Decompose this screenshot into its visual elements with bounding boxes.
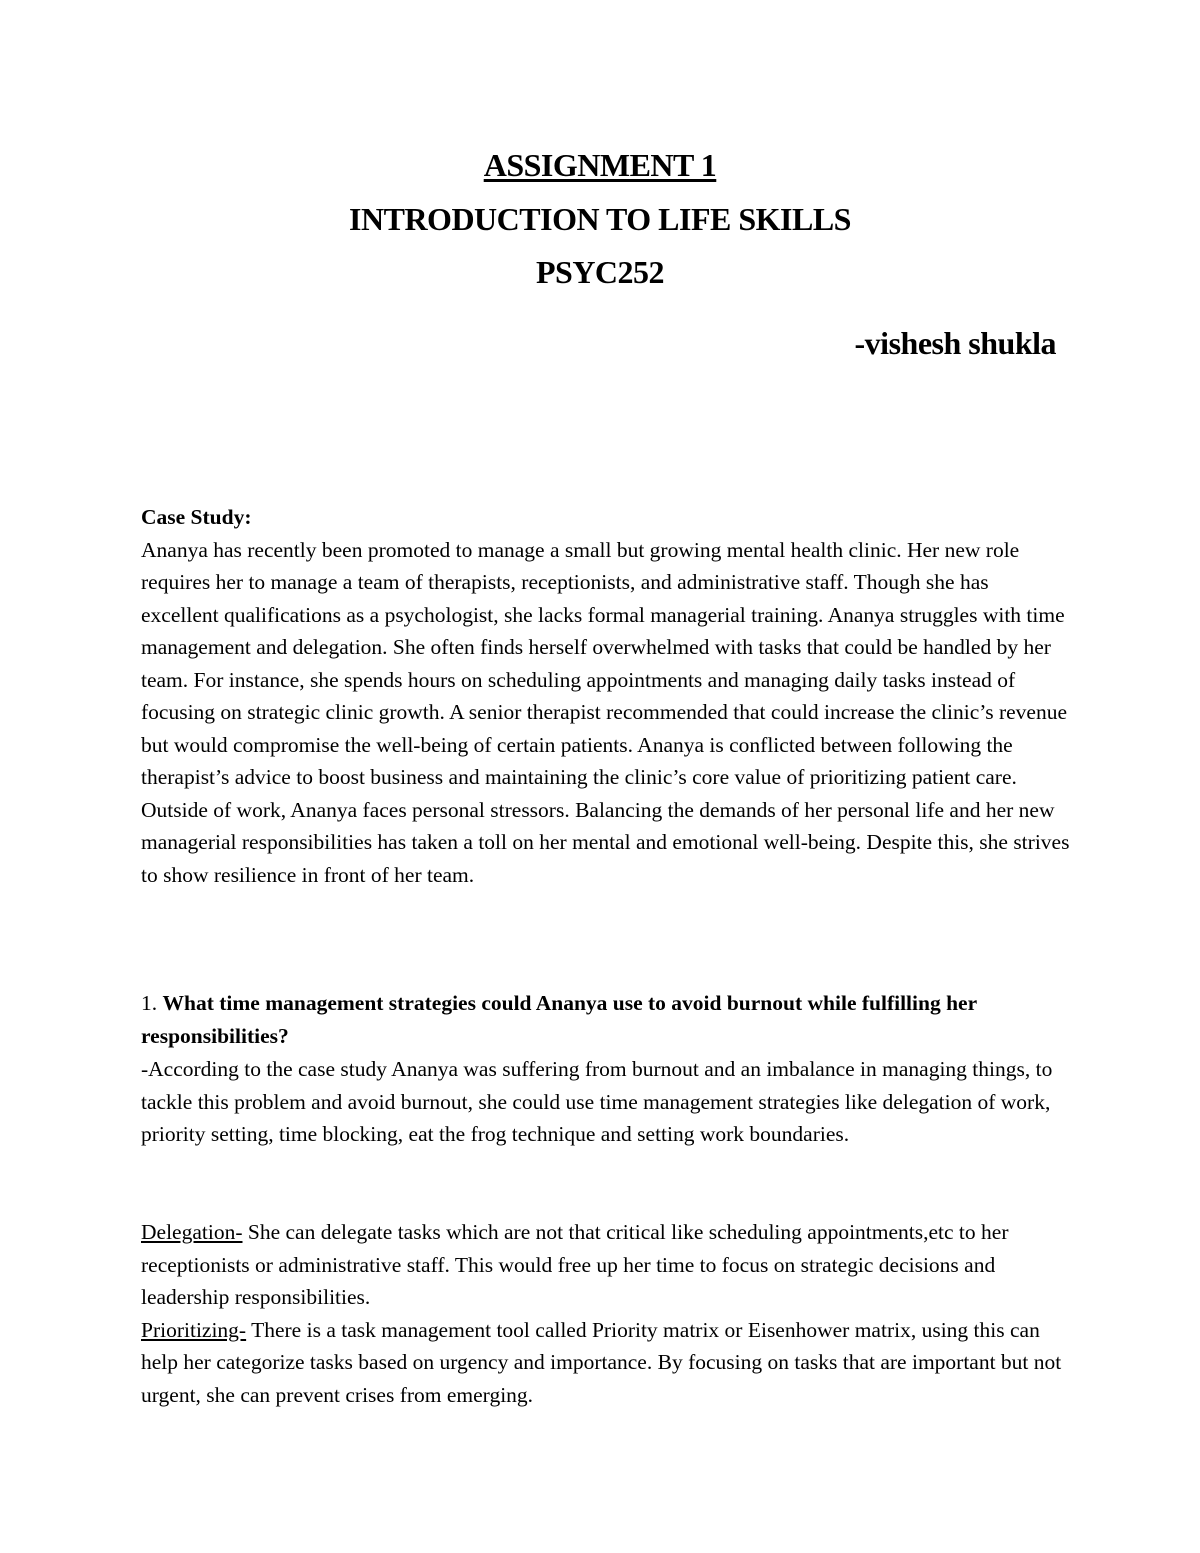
strategies-section <box>141 1216 1071 1411</box>
question-1-title: What time management strategies could Ananya use to avoid burnout while fulfilling her responsibilities? <box>141 991 977 1048</box>
prioritizing-text: There is a task management tool called Priority matrix or Eisenhower matrix, using this can help her categorize tasks based on urgency and importance. By focusing on tasks that are important but not urgent, she can prevent crises from emerging. <box>141 1317 1062 1407</box>
course-title: INTRODUCTION TO LIFE SKILLS <box>349 201 851 237</box>
course-code: PSYC252 <box>535 254 665 290</box>
question-1-answer-section <box>141 1053 1071 1151</box>
prioritizing-label: Prioritizing- <box>141 1317 247 1342</box>
question-1-answer: -According to the case study Ananya was suffering from burnout and an imbalance in managing things, to tackle this problem and avoid burnout, she could use time management strategies like delegation of work, priority setting, time blocking, eat the frog technique and setting work boundaries. <box>141 1057 1053 1146</box>
delegation-label: Delegation- <box>141 1220 243 1244</box>
delegation-text: She can delegate tasks which are not that critical like scheduling appointments,etc to her receptionists or administrative staff. This would free up her time to focus on strategic decisions and leadership responsibilities. <box>141 1220 1009 1309</box>
question-1-number: 1. <box>141 991 163 1015</box>
case-study-section <box>141 501 1071 891</box>
case-study-heading: Case Study: <box>141 505 252 529</box>
author-name: -vishesh shukla <box>854 325 1056 361</box>
assignment-title: ASSIGNMENT 1 <box>483 147 717 183</box>
case-study-text: Ananya has recently been promoted to manage a small but growing mental health clinic. Her new role requires her to manage a team of therapists, receptionists, and administrative staff. Though she has excellent qualifications as a psychologist, she lacks formal managerial training. Ananya struggles with time management and delegation. She often finds herself overwhelmed with tasks that could be handled by her team. For instance, she spends hours on scheduling appointments and managing daily tasks instead of focusing on strategic clinic growth. A senior therapist recommended that could increase the clinic’s revenue but would compromise the well-being of certain patients. Ananya is conflicted between following the therapist’s advice to boost business and maintaining the clinic’s core value of prioritizing patient care. Outside of work, Ananya faces personal stressors. Balancing the demands of her personal life and her new managerial responsibilities has taken a toll on her mental and emotional well-being. Despite this, she strives to show resilience in front of her team. <box>141 537 1070 887</box>
prioritizing-paragraph <box>141 1314 1071 1412</box>
delegation-paragraph <box>141 1216 1071 1314</box>
question-1 <box>141 987 1071 1052</box>
